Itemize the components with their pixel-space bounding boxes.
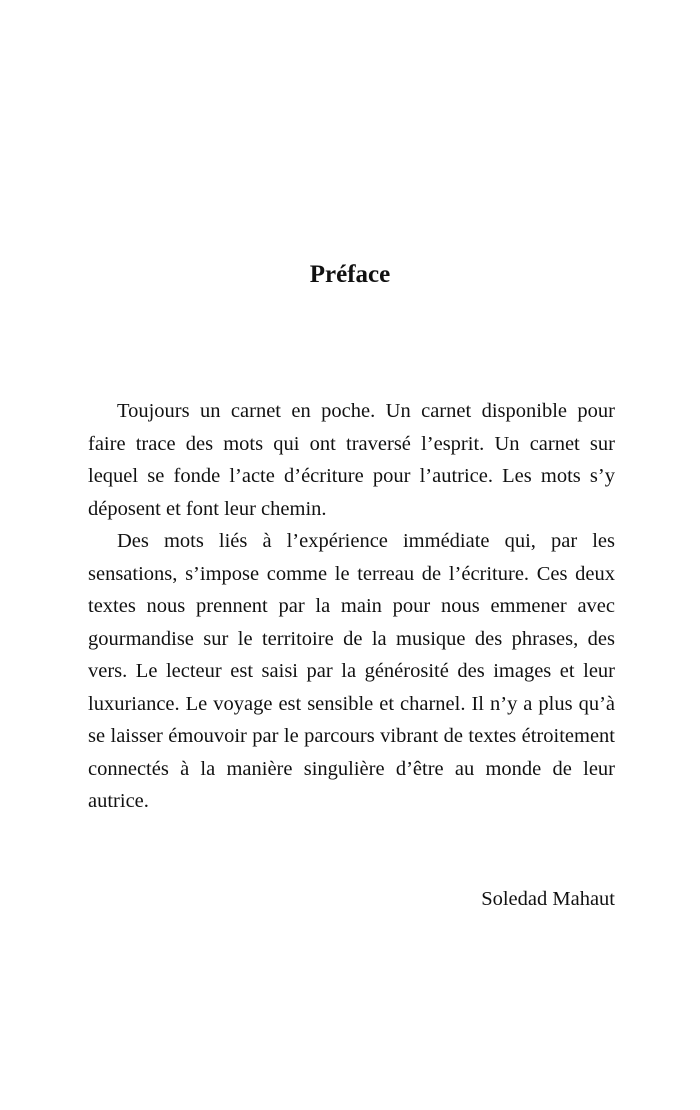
preface-body [88, 395, 615, 818]
author-signature: Soledad Mahaut [481, 888, 615, 910]
page-title: Préface [309, 261, 391, 288]
paragraph-2: Des mots liés à l’expérience immédiate qui, par les sensations, s’impose comme le terreau de l’écriture. Ces deux textes nous prennent par la main pour nous emmener avec gourmandise sur le territoire de la musique des phrases, des vers. Le lecteur est saisi par la générosité des images et leur luxuriance. Le voyage est sensible et charnel. Il n’y a plus qu’à se laisser émouvoir par le parcours vibrant de textes étroitement connectés à la manière singulière d’être au monde de leur autrice. [88, 530, 615, 812]
paragraph-1: Toujours un carnet en poche. Un carnet disponible pour faire trace des mots qui ont traversé l’esprit. Un carnet sur lequel se fonde l’acte d’écriture pour l’autrice. Les mots s’y déposent et font leur chemin. [88, 400, 615, 520]
